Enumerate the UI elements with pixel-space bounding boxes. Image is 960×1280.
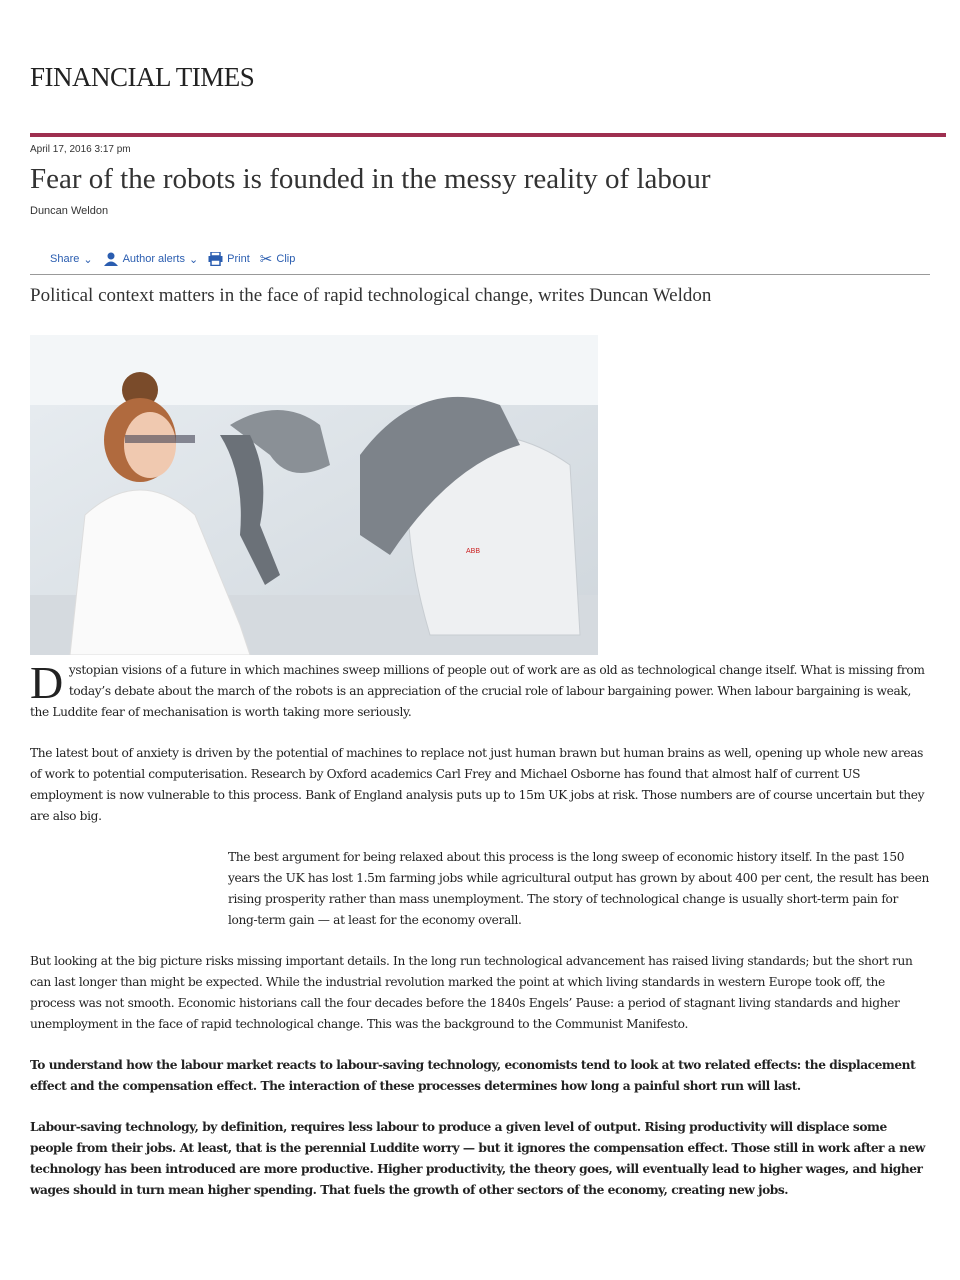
clip-label: Clip <box>276 253 296 265</box>
print-button[interactable] <box>208 252 250 266</box>
print-icon <box>208 252 223 266</box>
toolbar-divider <box>30 274 930 275</box>
article-standfirst: Political context matters in the face of rapid technological change, writes Duncan Weldon <box>30 285 712 306</box>
abb-logo: ABB <box>466 548 481 555</box>
article-author[interactable]: Duncan Weldon <box>30 205 109 217</box>
article-paragraph: But looking at the big picture risks missing important details. In the long run technological advancement has raised living standards; but the short run can last longer than might be expected. While the industrial revolution marked the point at which living standards in western Europe took off, the process was not smooth. Economic historians call the four decades before the 1840s Engels’ Pause: a period of stagnant living standards and higher unemployment in the face of rapid technological change. This was the background to the Communist Manifesto. <box>30 954 913 1031</box>
article-paragraph <box>30 657 930 723</box>
scissors-icon: ✂ <box>259 251 273 268</box>
drop-cap: D <box>30 657 63 708</box>
article-paragraph: The latest bout of anxiety is driven by the potential of machines to replace not just human brawn but human brains as well, opening up whole new areas of work to potential computerisation. Research by Oxford academics Carl Frey and Michael Osborne has found that almost half of current US employment is now vulnerable to this process. Bank of England analysis puts up to 15m UK jobs at risk. Those numbers are of course uncertain but they are also big. <box>30 746 925 823</box>
article-date: April 17, 2016 3:17 pm <box>30 144 131 155</box>
author-alerts-button[interactable] <box>103 252 199 266</box>
print-label: Print <box>227 253 250 265</box>
ft-logo[interactable]: FINANCIAL TIMES <box>30 62 255 92</box>
share-button[interactable] <box>50 253 93 266</box>
share-label: Share <box>50 253 80 265</box>
user-icon <box>103 252 119 266</box>
author-alerts-label: Author alerts <box>122 253 185 265</box>
header-divider <box>30 133 946 137</box>
article-toolbar <box>50 250 295 268</box>
article-paragraph: Labour-saving technology, by definition, requires less labour to produce a given level of output. Rising productivity will displace some people from their jobs. At least, that is the perennial Luddite worry — but it ignores the compensation effect. Those still in work after a new technology has been introduced are more productive. Higher productivity, the theory goes, will eventually lead to higher wages, and higher wages should in turn mean higher spending. That fuels the growth of other sectors of the economy, creating new jobs. <box>30 1120 925 1197</box>
clip-button[interactable] <box>260 250 296 268</box>
article-paragraph: The best argument for being relaxed about this process is the long sweep of economic history itself. In the past 150 years the UK has lost 1.5m farming jobs while agricultural output has grown by about 400 per cent, the result has been rising prosperity rather than mass unemployment. The story of technological change is usually short-term pain for long-term gain — at least for the economy overall. <box>228 850 929 927</box>
chevron-down-icon: ⌄ <box>83 253 93 266</box>
article-hero-image <box>30 335 598 655</box>
article-paragraph: To understand how the labour market reacts to labour-saving technology, economists tend to look at two related effects: the displacement effect and the compensation effect. The interaction of these processes determines how long a painful short run will last. <box>30 1058 916 1093</box>
article-title: Fear of the robots is founded in the messy reality of labour <box>30 163 711 195</box>
chevron-down-icon: ⌄ <box>188 253 199 266</box>
paragraph-text: ystopian visions of a future in which machines sweep millions of people out of work are as old as technological change itself. What is missing from today’s debate about the march of the robots is an appreciation of the crucial role of labour bargaining power. When labour bargaining is weak, the Luddite fear of mechanisation is worth taking more seriously. <box>30 663 925 719</box>
article-body <box>30 657 930 1221</box>
